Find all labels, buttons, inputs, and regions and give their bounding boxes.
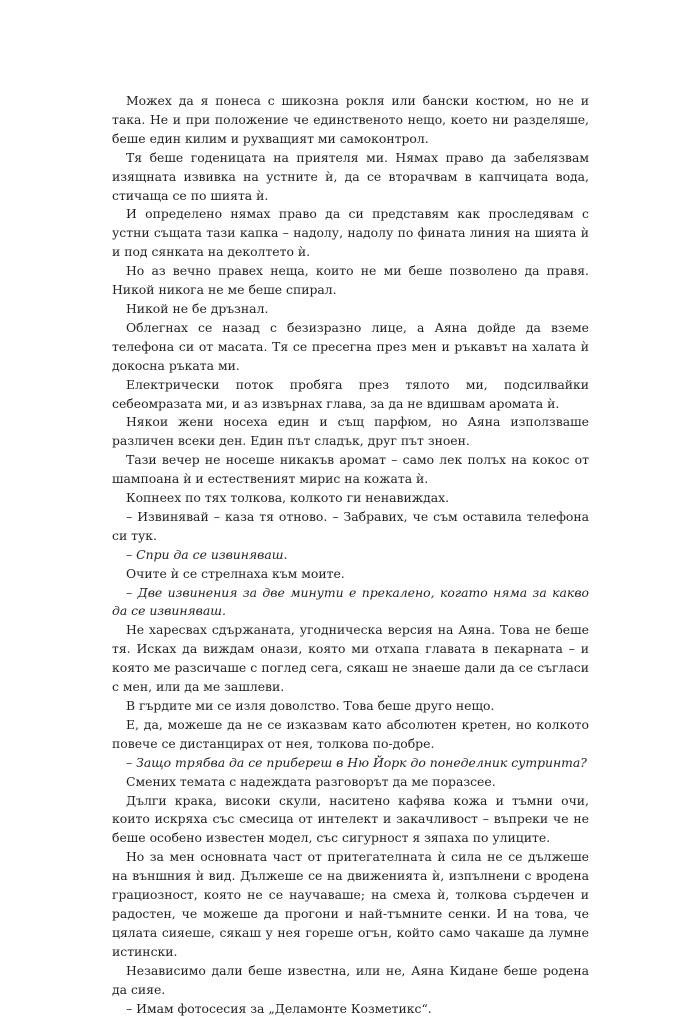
paragraph: Независимо дали беше известна, или не, Аяна Кидане беше родена да сияе.	[112, 962, 589, 1000]
paragraph: И определено нямах право да си представям как проследявам с устни същата тази капка – надолу, надолу по фината линия на шията ѝ и под сянката на деколтето ѝ.	[112, 205, 589, 262]
paragraph: Не харесвах сдържаната, угодническа версия на Аяна. Това не беше тя. Исках да виждам онази, която ми отхапа главата в пекарната – и която ме разсичаше с поглед сега, сякаш не знаеше дали да се съгласи с мен, или да ме зашлеви.	[112, 621, 589, 697]
paragraph: Електрически поток пробяга през тялото ми, подсилвайки себеомразата ми, и аз извърнах глава, за да не вдишвам аромата ѝ.	[112, 376, 589, 414]
dialogue-line: – Имам фотосесия за „Деламонте Козметикс“.	[112, 1000, 589, 1018]
paragraph: Очите ѝ се стрелнаха към моите.	[112, 565, 589, 584]
paragraph: Можех да я понеса с шикозна рокля или бански костюм, но не и така. Не и при положение че единственото нещо, което ни разделяше, беше един килим и рухващият ми самоконтрол.	[112, 92, 589, 149]
paragraph: Но аз вечно правех неща, които не ми беше позволено да правя. Никой никога не ме беше спирал.	[112, 262, 589, 300]
dialogue-line-italic: – Две извинения за две минути е прекалено, когато няма за какво да се извиняваш.	[112, 584, 589, 622]
paragraph: Облегнах се назад с безизразно лице, а Аяна дойде да вземе телефона си от масата. Тя се пресегна през мен и ръкавът на халата ѝ докосна ръката ми.	[112, 319, 589, 376]
paragraph: Някои жени носеха един и същ парфюм, но Аяна използваше различен всеки ден. Един път сладък, друг път зноен.	[112, 413, 589, 451]
paragraph: Дълги крака, високи скули, наситено кафява кожа и тъмни очи, които искряха със смесица от интелект и закачливост – въпреки че не беше особено известен модел, със сигурност я зяпаха по улиците.	[112, 792, 589, 849]
paragraph: Копнеех по тях толкова, колкото ги ненавиждах.	[112, 489, 589, 508]
paragraph: Смених темата с надеждата разговорът да ме поразсее.	[112, 773, 589, 792]
paragraph: В гърдите ми се изля доволство. Това беше друго нещо.	[112, 697, 589, 716]
paragraph: Е, да, можеше да не се изказвам като абсолютен кретен, но колкото повече се дистанцирах от нея, толкова по-добре.	[112, 716, 589, 754]
page-body	[112, 92, 589, 1018]
dialogue-line-italic: – Спри да се извиняваш.	[112, 546, 589, 565]
dialogue-line: – Извинявай – каза тя отново. – Забравих, че съм оставила телефона си тук.	[112, 508, 589, 546]
paragraph: Но за мен основната част от притегателната ѝ сила не се дължеше на външния ѝ вид. Дължеше се на движенията ѝ, изпълнени с вродена грациозност, която не се научаваше; на смеха ѝ, толкова сърдечен и радостен, че можеше да прогони и най-тъмните сенки. И на това, че цялата сияеше, сякаш у нея гореше огън, който само чакаше да лумне истински.	[112, 848, 589, 961]
dialogue-line-italic: – Защо трябва да се прибереш в Ню Йорк до понеделник сутринта?	[112, 754, 589, 773]
paragraph: Никой не бе дръзнал.	[112, 300, 589, 319]
paragraph: Тя беше годеницата на приятеля ми. Нямах право да забелязвам изящната извивка на устните ѝ, да се вторачвам в капчицата вода, стичаща се по шията ѝ.	[112, 149, 589, 206]
paragraph: Тази вечер не носеше никакъв аромат – само лек полъх на кокос от шампоана ѝ и естественият мирис на кожата ѝ.	[112, 451, 589, 489]
